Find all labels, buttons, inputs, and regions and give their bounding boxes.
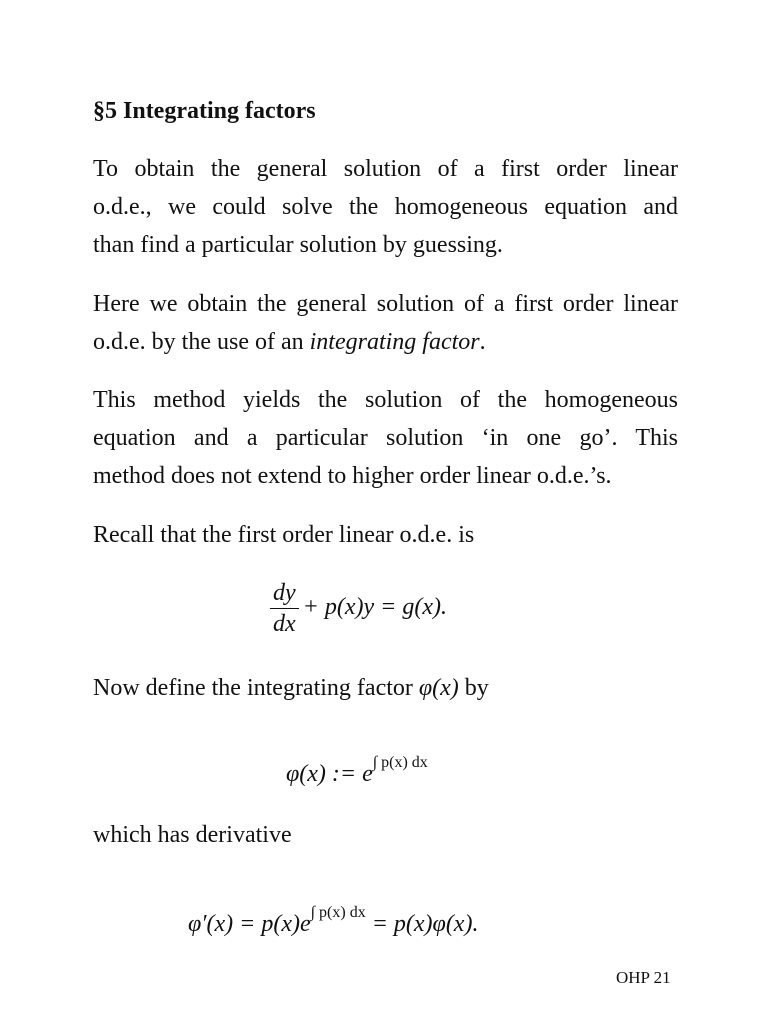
text-run: by (458, 675, 489, 701)
text-run: Now define the integrating factor (93, 675, 419, 701)
paragraph-integrating-factor (93, 285, 678, 361)
section-heading: §5 Integrating factors (93, 98, 316, 124)
equation-lhs: φ′(x) = p(x)e (188, 911, 311, 937)
paragraph-line: o.d.e., we could solve the homogeneous equation and (93, 194, 678, 220)
inline-math: φ(x) (418, 675, 459, 701)
paragraph-derivative: which has derivative (93, 822, 292, 848)
equation-rhs: = p(x)φ(x). (365, 911, 479, 937)
equation-exponent: ∫ p(x) dx (372, 754, 428, 771)
fraction-numerator: dy (270, 580, 299, 609)
fraction-denominator: dx (273, 611, 296, 637)
equation-derivative (188, 898, 478, 939)
equation-exponent: ∫ p(x) dx (310, 904, 366, 921)
paragraph-recall: Recall that the first order linear o.d.e. is (93, 522, 475, 548)
paragraph-line: To obtain the general solution of a first order linear (93, 156, 678, 182)
paragraph-define (93, 669, 489, 707)
paragraph-line: method does not extend to higher order linear o.d.e.’s. (93, 463, 612, 489)
emphasis-term: integrating factor (309, 329, 480, 355)
text-run: . (479, 329, 486, 355)
paragraph-line: Here we obtain the general solution of a first order linear (93, 291, 678, 317)
equation-ode (270, 580, 447, 637)
paragraph-line: This method yields the solution of the homogeneous (93, 387, 678, 413)
paragraph-line (93, 323, 678, 361)
equation-rest: + p(x)y = g(x). (302, 594, 447, 621)
equation-integrating-factor (286, 748, 428, 789)
paragraph-intro (93, 150, 678, 264)
fraction-dy-dx (270, 580, 299, 637)
equation-lhs: φ(x) := e (286, 761, 373, 787)
paragraph-line: than find a particular solution by guessing. (93, 232, 503, 258)
page-number: OHP 21 (616, 968, 671, 987)
paragraph-method (93, 381, 678, 495)
paragraph-line: equation and a particular solution ‘in one go’. This (93, 425, 678, 451)
text-run: o.d.e. by the use of an (93, 329, 310, 355)
